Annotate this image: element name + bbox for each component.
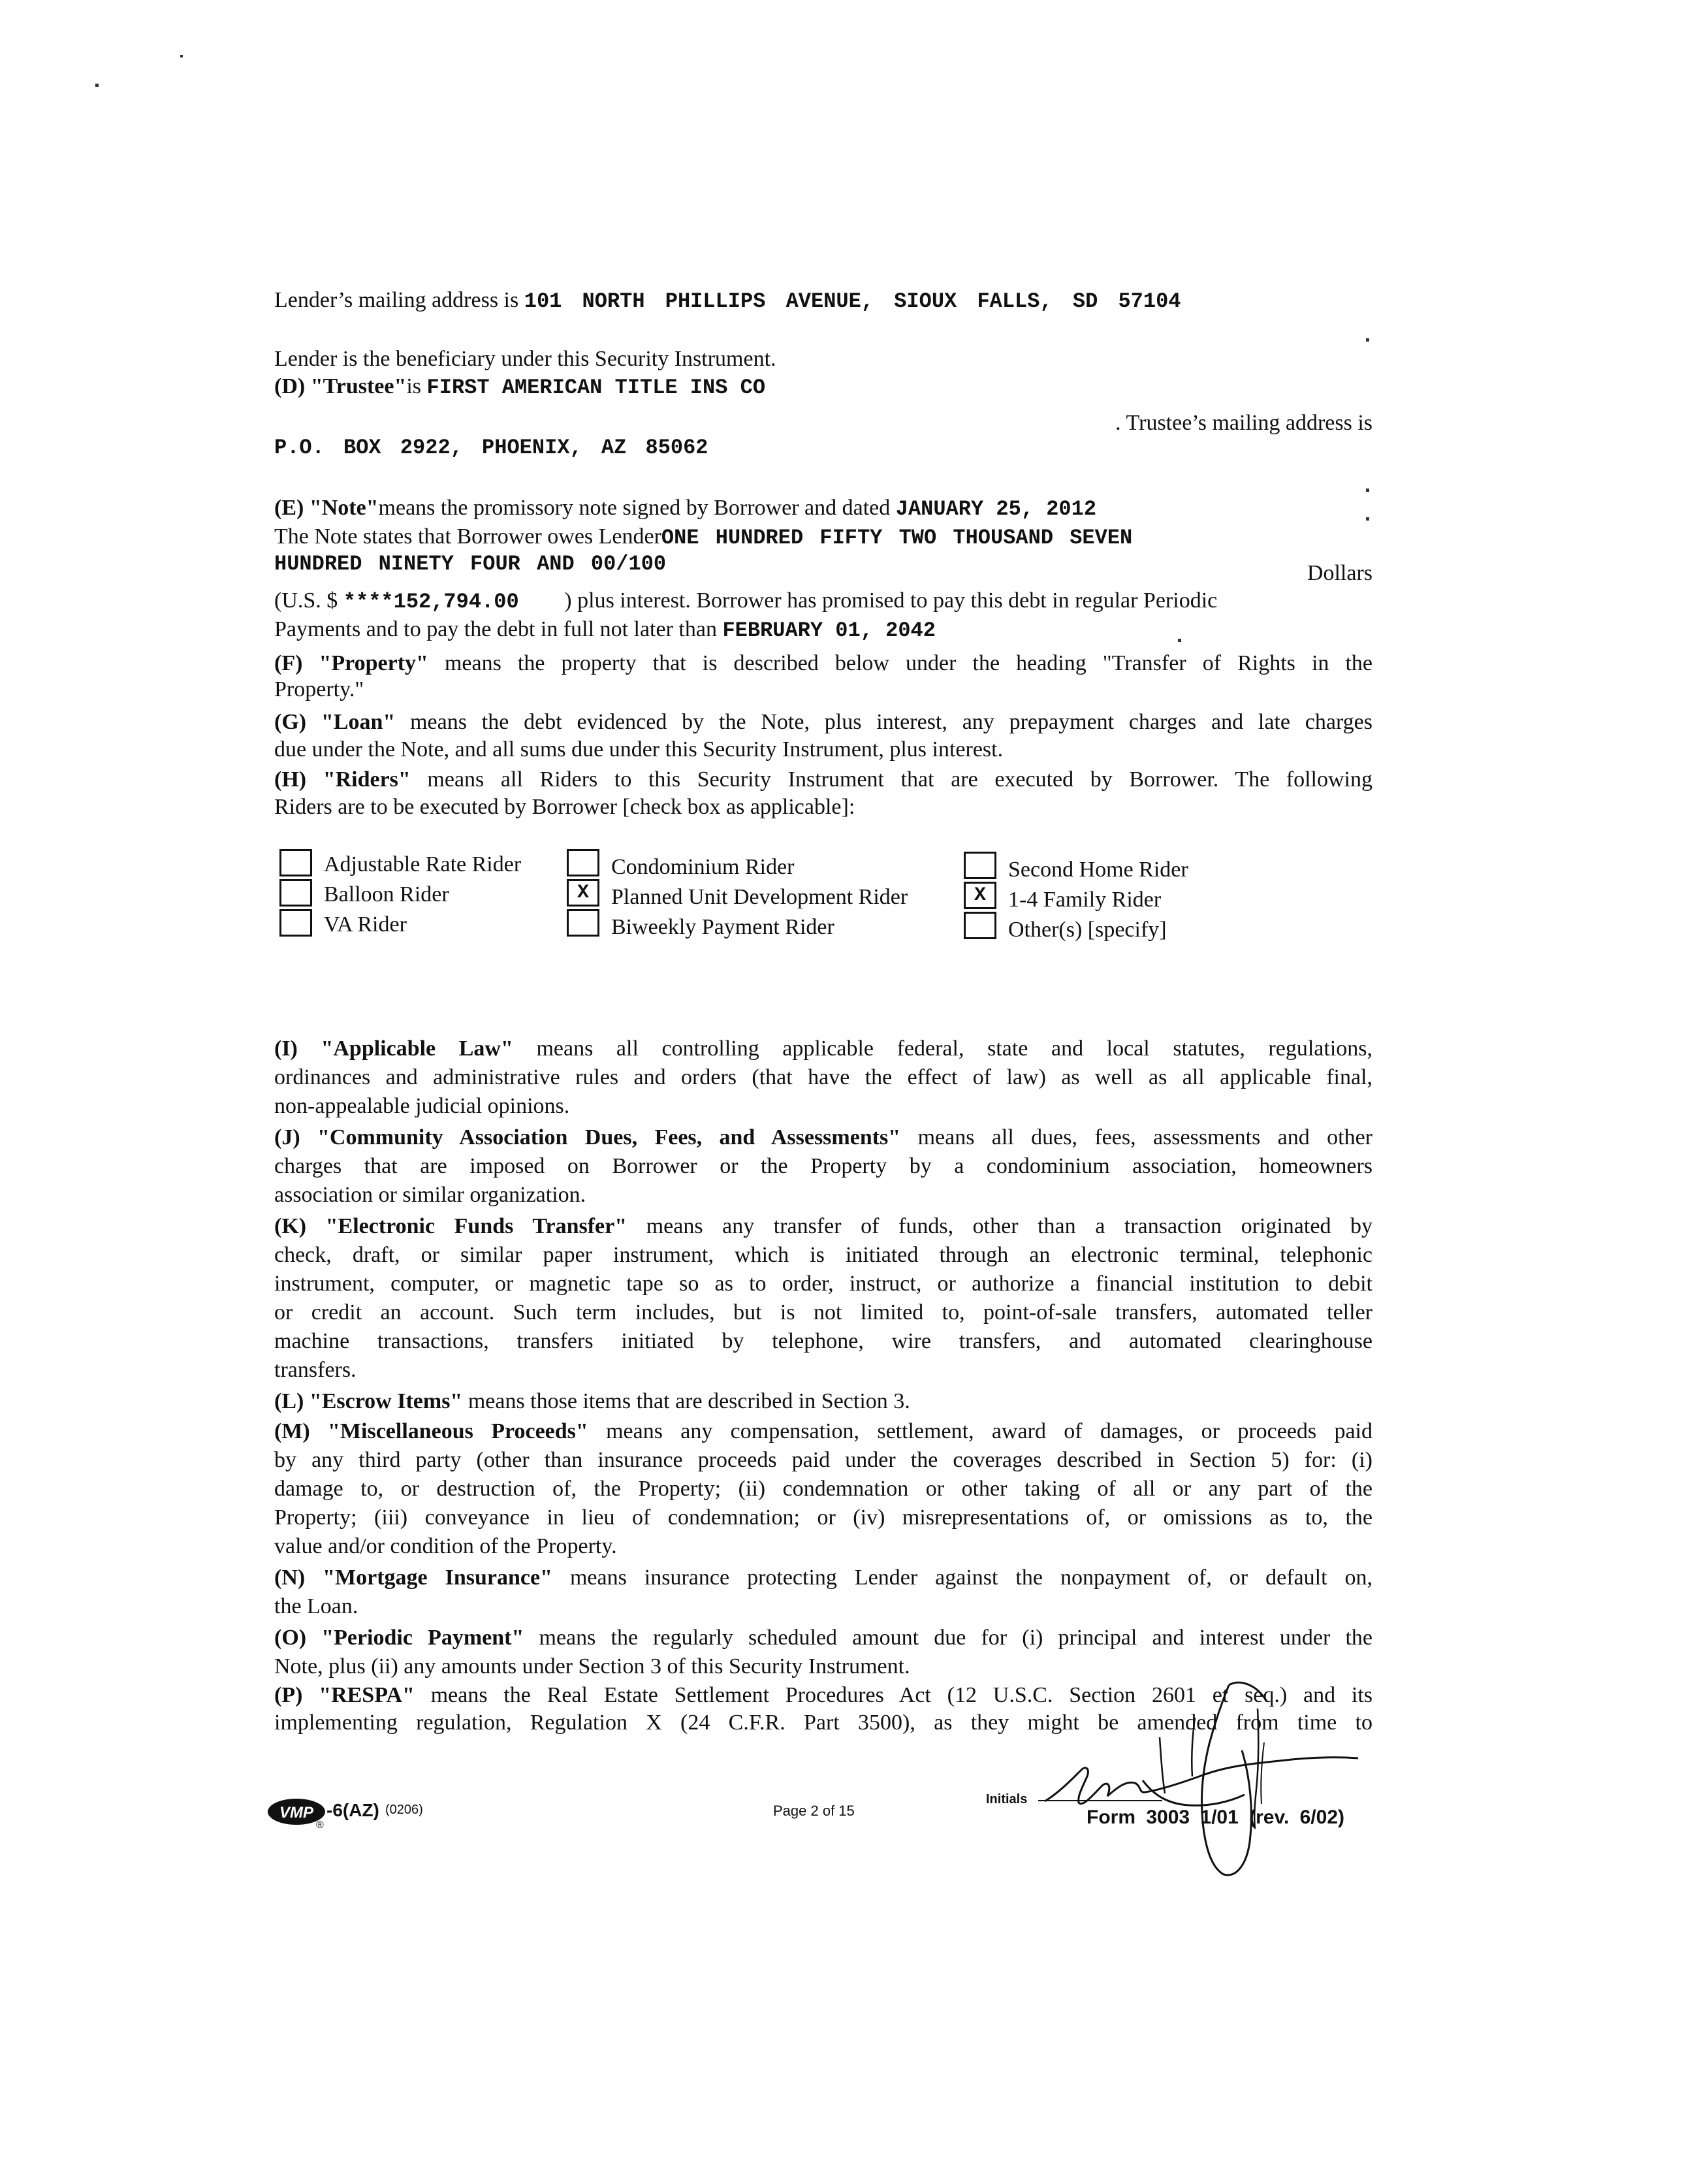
- loan-text-1: means the debt evidenced by the Note, plus interest, any prepayment charges and late charges: [410, 710, 1373, 734]
- trustee-name: FIRST AMERICAN TITLE INS CO: [426, 376, 766, 400]
- lender-address-label: Lender’s mailing address is: [274, 288, 519, 312]
- note-date: JANUARY 25, 2012: [895, 497, 1097, 521]
- riders-text-2: Riders are to be executed by Borrower [check box as applicable]:: [274, 795, 855, 819]
- loan-label: (G) "Loan": [274, 710, 396, 734]
- note-amount: ****152,794.00: [343, 590, 519, 614]
- definition-o-text-2: Note, plus (ii) any amounts under Section 3 of this Security Instrument.: [274, 1654, 910, 1678]
- definition-j-text-3: association or similar organization.: [274, 1183, 586, 1207]
- rider-label-other: Other(s) [specify]: [1008, 918, 1167, 942]
- rider-checkbox-balloon[interactable]: [279, 879, 312, 907]
- scan-speck: [1178, 639, 1181, 642]
- definition-n-text-1: means insurance protecting Lender against the nonpayment of, or default on,: [569, 1566, 1373, 1590]
- definition-m-label: (M) "Miscellaneous Proceeds": [274, 1419, 588, 1443]
- definition-k-text-3: instrument, computer, or magnetic tape so as to order, instruct, or authorize a financial institution to debit: [274, 1272, 1373, 1296]
- rider-label-adjustable-rate: Adjustable Rate Rider: [324, 852, 522, 876]
- definition-o-line-1: [274, 1624, 1373, 1652]
- trustee-address: P.O. BOX 2922, PHOENIX, AZ 85062: [274, 436, 708, 460]
- definition-j-text-2: charges that are imposed on Borrower or the Property by a condominium association, homeowners: [274, 1154, 1373, 1178]
- scan-speck: [1366, 489, 1369, 492]
- definition-m-line-1: [274, 1417, 1373, 1446]
- definition-k-text-5: machine transactions, transfers initiated by telephone, wire transfers, and automated clearinghouse: [274, 1329, 1373, 1353]
- note-amount-words-2: HUNDRED NINETY FOUR AND 00/100: [274, 552, 667, 576]
- rider-label-balloon: Balloon Rider: [324, 882, 449, 907]
- rider-checkbox-adjustable-rate[interactable]: [279, 849, 312, 876]
- trustee-line: [274, 372, 765, 402]
- definition-k-text-2: check, draft, or similar paper instrument, which is initiated through an electronic terminal, telephonic: [274, 1243, 1373, 1267]
- loan-text-2: due under the Note, and all sums due under this Security Instrument, plus interest.: [274, 737, 1004, 762]
- definition-o-label: (O) "Periodic Payment": [274, 1626, 524, 1650]
- definition-m-text-3: damage to, or destruction of, the Property; (ii) condemnation or other taking of all or any part of the: [274, 1477, 1373, 1501]
- definition-i-line-1: [274, 1035, 1373, 1063]
- definition-k-line-1: [274, 1212, 1373, 1241]
- note-line: [274, 494, 1096, 524]
- definition-l-line-1: [274, 1387, 910, 1416]
- definition-m-text-5: value and/or condition of the Property.: [274, 1534, 617, 1558]
- initials-label: Initials: [986, 1792, 1028, 1807]
- note-interest-text: ) plus interest. Borrower has promised to pay this debt in regular Periodic: [564, 588, 1218, 613]
- initials-signature: [1032, 1665, 1384, 1881]
- definition-l-text-1: means those items that are described in Section 3.: [468, 1389, 910, 1413]
- definition-k-text-1: means any transfer of funds, other than a transaction originated by: [646, 1214, 1373, 1238]
- definition-k-label: (K) "Electronic Funds Transfer": [274, 1214, 627, 1238]
- definition-i-label: (I) "Applicable Law": [274, 1036, 513, 1061]
- rider-checkbox-va[interactable]: [279, 909, 312, 937]
- rider-checkbox-1-4-family[interactable]: X: [964, 882, 996, 909]
- definition-n-text-2: the Loan.: [274, 1594, 358, 1618]
- riders-line-1: [274, 765, 1373, 794]
- rider-label-planned-unit-development: Planned Unit Development Rider: [611, 885, 908, 909]
- property-label: (F) "Property": [274, 651, 428, 675]
- property-text-2: Property.": [274, 677, 364, 701]
- scan-speck: [95, 84, 99, 87]
- definition-m-text-2: by any third party (other than insurance proceeds paid under the coverages described in Section 5) for: (i): [274, 1448, 1373, 1472]
- lender-beneficiary-text: Lender is the beneficiary under this Security Instrument.: [274, 347, 776, 371]
- definition-n-line-1: [274, 1564, 1373, 1592]
- property-text-1: means the property that is described below under the heading "Transfer of Rights in the: [444, 651, 1373, 675]
- note-owes-line: [274, 522, 1132, 553]
- definition-m-text-1: means any compensation, settlement, award of damages, or proceeds paid: [606, 1419, 1373, 1443]
- definition-k-text-6: transfers.: [274, 1358, 357, 1382]
- riders-text-1: means all Riders to this Security Instrument that are executed by Borrower. The following: [427, 767, 1373, 792]
- rider-label-va: VA Rider: [324, 912, 407, 937]
- trustee-label: (D) "Trustee": [274, 374, 407, 398]
- definition-i-text-3: non-appealable judicial opinions.: [274, 1094, 570, 1118]
- note-amount-line: [274, 586, 1217, 617]
- definition-l-label: (L) "Escrow Items": [274, 1389, 463, 1413]
- note-maturity: FEBRUARY 01, 2042: [722, 618, 936, 643]
- rider-checkbox-other[interactable]: [964, 912, 996, 939]
- rider-label-biweekly-payment: Biweekly Payment Rider: [611, 915, 834, 939]
- rider-label-1-4-family: 1-4 Family Rider: [1008, 888, 1162, 912]
- definition-o-text-1: means the regularly scheduled amount due for (i) principal and interest under the: [539, 1626, 1373, 1650]
- definition-j-label: (J) "Community Association Dues, Fees, and Assessments": [274, 1125, 901, 1149]
- note-text: means the promissory note signed by Borrower and dated: [378, 496, 891, 520]
- scan-speck: [180, 55, 183, 57]
- rider-label-condominium: Condominium Rider: [611, 855, 795, 879]
- definition-i-text-2: ordinances and administrative rules and orders (that have the effect of law) as well as all applicable final,: [274, 1065, 1373, 1089]
- note-label: (E) "Note": [274, 496, 379, 520]
- property-line-1: [274, 649, 1373, 678]
- lender-address-line: [274, 286, 1181, 316]
- page-number: Page 2 of 15: [773, 1803, 855, 1819]
- definition-n-label: (N) "Mortgage Insurance": [274, 1566, 552, 1590]
- definition-p-text-1: means the Real Estate Settlement Procedures Act (12 U.S.C. Section 2601 et seq.) and its: [430, 1683, 1373, 1707]
- definition-p-text-2: implementing regulation, Regulation X (24 C.F.R. Part 3500), as they might be amended from time to: [274, 1710, 1373, 1735]
- rider-checkbox-biweekly-payment[interactable]: [567, 909, 599, 937]
- note-us-prefix: (U.S. $: [274, 588, 338, 613]
- rider-checkbox-planned-unit-development[interactable]: X: [567, 879, 599, 907]
- note-payments-line: [274, 615, 936, 645]
- lender-address-value: 101 NORTH PHILLIPS AVENUE, SIOUX FALLS, SD 57104: [524, 289, 1181, 313]
- vmp-logo-text: VMP: [279, 1804, 314, 1822]
- riders-label: (H) "Riders": [274, 767, 411, 792]
- loan-line-1: [274, 708, 1373, 737]
- rider-checkbox-second-home[interactable]: [964, 852, 996, 879]
- registered-mark: ®: [316, 1820, 324, 1831]
- note-dollars: Dollars: [1307, 561, 1373, 585]
- scan-speck: [1366, 517, 1369, 521]
- definition-j-text-1: means all dues, fees, assessments and other: [917, 1125, 1373, 1149]
- form-number: Form 3003 1/01 (rev. 6/02): [1087, 1807, 1344, 1828]
- definition-m-text-4: Property; (iii) conveyance in lieu of condemnation; or (iv) misrepresentations of, or omissions as to, the: [274, 1505, 1373, 1530]
- trustee-mailing-label: . Trustee’s mailing address is: [1115, 411, 1373, 435]
- note-owes-text: The Note states that Borrower owes Lender: [274, 524, 661, 549]
- definition-p-label: (P) "RESPA": [274, 1683, 415, 1707]
- form-code: -6(AZ): [326, 1800, 379, 1820]
- note-amount-words-1: ONE HUNDRED FIFTY TWO THOUSAND SEVEN: [661, 526, 1133, 550]
- rider-label-second-home: Second Home Rider: [1008, 858, 1188, 882]
- definition-k-text-4: or credit an account. Such term includes, but is not limited to, point-of-sale transfers, automated teller: [274, 1300, 1373, 1325]
- form-rev-code: (0206): [385, 1803, 423, 1817]
- rider-checkbox-condominium[interactable]: [567, 849, 599, 876]
- definition-j-line-1: [274, 1123, 1373, 1152]
- definition-i-text-1: means all controlling applicable federal, state and local statutes, regulations,: [536, 1036, 1373, 1061]
- note-payments-text: Payments and to pay the debt in full not later than: [274, 617, 717, 641]
- trustee-is-text: is: [406, 374, 422, 398]
- scan-speck: [1366, 338, 1369, 342]
